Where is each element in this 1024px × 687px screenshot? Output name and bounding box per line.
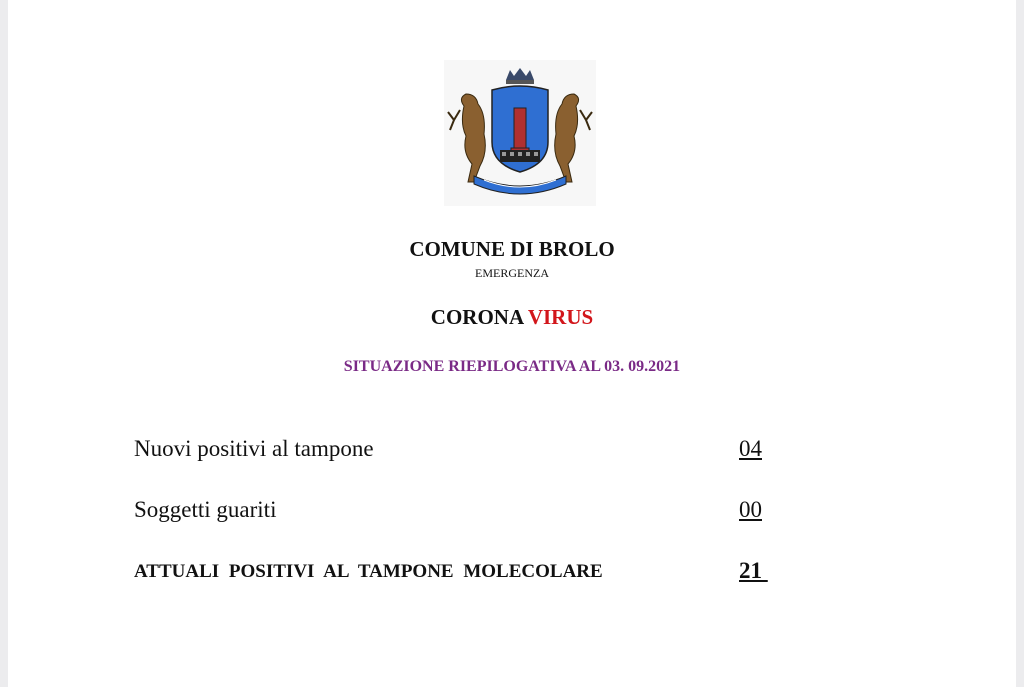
stat-label: ATTUALI POSITIVI AL TAMPONE MOLECOLARE — [134, 561, 603, 582]
document-page — [8, 0, 1016, 687]
emergency-subtitle: EMERGENZA — [475, 266, 549, 280]
stat-label: Nuovi positivi al tampone — [134, 436, 374, 461]
corona-word: CORONA — [430, 305, 523, 329]
stat-value: 04 — [739, 436, 762, 461]
situation-date-heading: SITUAZIONE RIEPILOGATIVA AL 03. 09.2021 — [343, 358, 681, 375]
municipality-title: COMUNE DI BROLO — [409, 237, 615, 261]
corona-virus-heading — [8, 305, 1016, 330]
stat-label: Soggetti guariti — [134, 497, 277, 522]
stat-value: 21 — [739, 558, 768, 583]
brolo-coat-of-arms-icon — [444, 60, 596, 206]
stat-value: 00 — [739, 497, 762, 522]
virus-word: VIRUS — [527, 305, 594, 329]
